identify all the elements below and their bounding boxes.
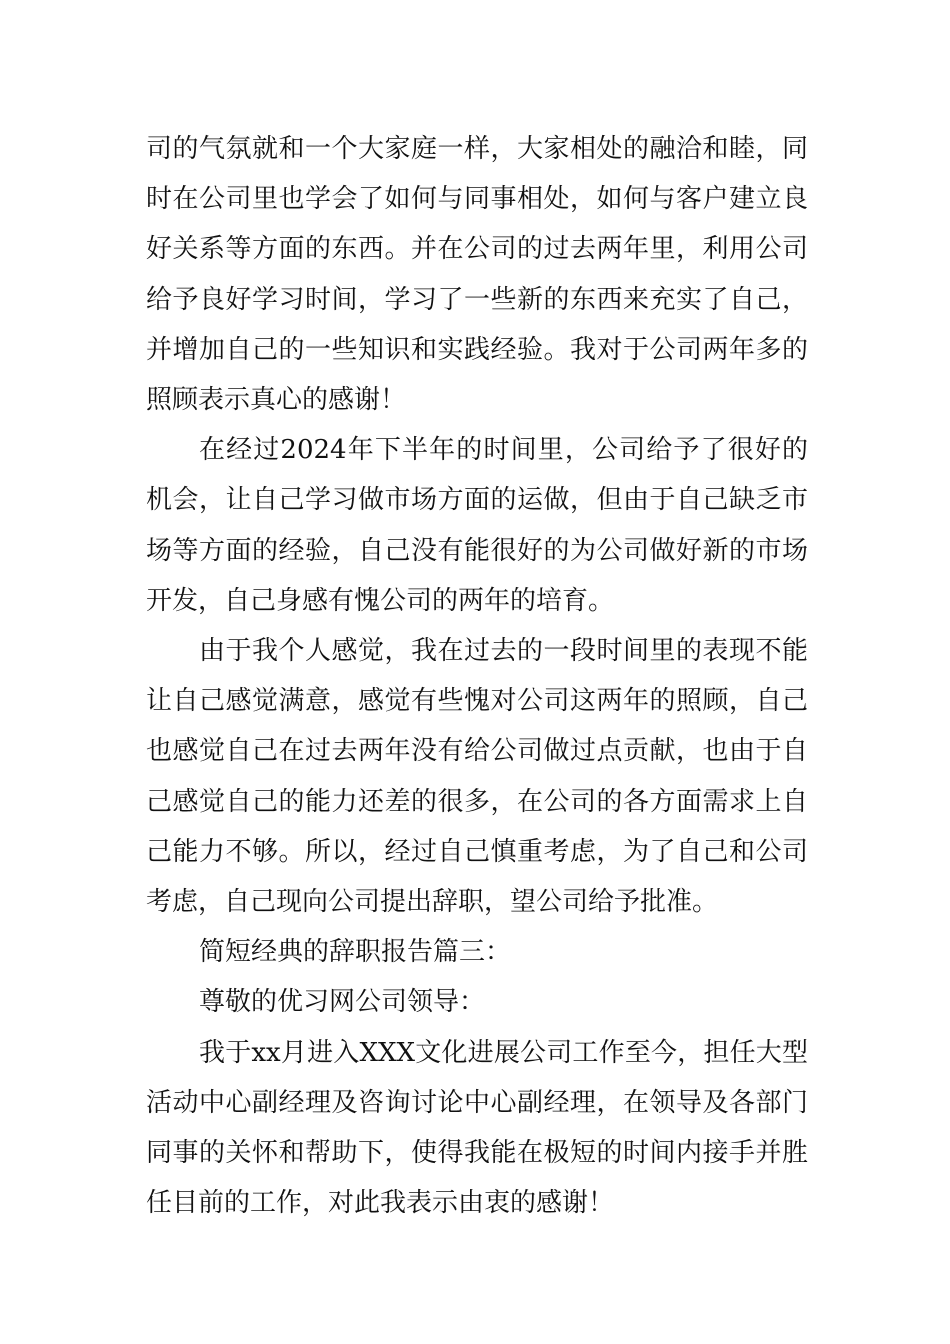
salutation: 尊敬的优习网公司领导： xyxy=(199,987,486,1018)
paragraph-continued: 司的气氛就和一个大家庭一样，大家相处的融洽和睦，同时在公司里也学会了如何与同事相处，如何与客户建立良好关系等方面的东西。并在公司的过去两年里，利用公司给予良好学习时间，学习了一些新的东西来充实了自己，并增加自己的一些知识和实践经验。我对于公司两年多的照顾表示真心的感谢！ xyxy=(146,134,808,416)
paragraph-market-experience: 在经过2024年下半年的时间里，公司给予了很好的机会，让自己学习做市场方面的运做，但由于自己缺乏市场等方面的经验，自己没有能很好的为公司做好新的市场开发，自己身感有愧公司的两年的培育。 xyxy=(146,435,808,616)
paragraph-resignation-reason: 由于我个人感觉，我在过去的一段时间里的表现不能让自己感觉满意，感觉有些愧对公司这两年的照顾，自己也感觉自己在过去两年没有给公司做过点贡献，也由于自己感觉自己的能力还差的很多，在公司的各方面需求上自己能力不够。所以，经过自己慎重考虑，为了自己和公司考虑，自己现向公司提出辞职，望公司给予批准。 xyxy=(146,636,808,918)
paragraph-job-intro: 我于xx月进入XXX文化进展公司工作至今，担任大型活动中心副经理及咨询讨论中心副经理，在领导及各部门同事的关怀和帮助下，使得我能在极短的时间内接手并胜任目前的工作，对此我表示由衷的感谢！ xyxy=(146,1037,808,1219)
document-body xyxy=(146,124,808,1228)
section-heading: 简短经典的辞职报告篇三： xyxy=(199,937,512,968)
